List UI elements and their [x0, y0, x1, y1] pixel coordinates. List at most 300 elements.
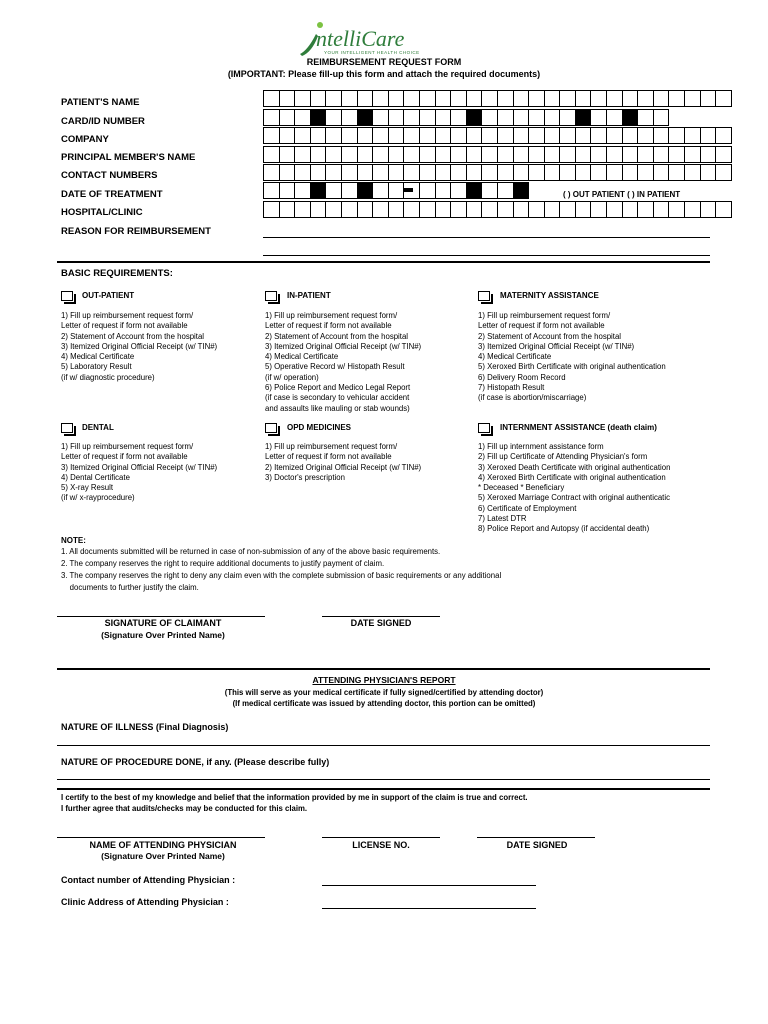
char-box[interactable] [357, 164, 373, 181]
reason-label: REASON FOR REIMBURSEMENT [61, 226, 211, 237]
char-box[interactable] [715, 146, 732, 163]
requirement-item: 2) Itemized Original Official Receipt (w/ TIN#) [265, 462, 422, 472]
char-box[interactable] [450, 127, 466, 144]
char-box[interactable] [653, 109, 670, 126]
char-box[interactable] [294, 90, 310, 107]
claimant-signature-line[interactable] [57, 616, 265, 617]
char-box[interactable] [341, 146, 357, 163]
reason-line-1[interactable] [263, 237, 710, 238]
char-box[interactable] [606, 146, 622, 163]
char-box [513, 182, 530, 199]
char-box[interactable] [341, 127, 357, 144]
card-id-boxes[interactable] [263, 109, 669, 125]
char-box[interactable] [700, 201, 716, 218]
char-box[interactable] [403, 90, 419, 107]
char-box[interactable] [279, 109, 295, 126]
char-box[interactable] [294, 201, 310, 218]
hospital-clinic-label: HOSPITAL/CLINIC [61, 207, 143, 218]
char-box[interactable] [700, 127, 716, 144]
char-box[interactable] [668, 164, 684, 181]
char-box[interactable] [684, 201, 700, 218]
requirement-item: 3) Itemized Original Official Receipt (w/ TIN#) [478, 341, 635, 351]
requirement-item: 1) Fill up internment assistance form [478, 442, 604, 451]
requirement-item: Letter of request if form not available [265, 452, 392, 462]
char-box[interactable] [341, 201, 357, 218]
char-box [357, 182, 373, 199]
logo-wordmark: ntelliCare [316, 26, 405, 51]
char-box[interactable] [263, 127, 279, 144]
char-box[interactable] [575, 146, 591, 163]
char-box[interactable] [372, 164, 388, 181]
char-box[interactable] [450, 201, 466, 218]
company-boxes[interactable] [263, 127, 732, 143]
char-box[interactable] [263, 201, 279, 218]
char-box[interactable] [466, 90, 482, 107]
char-box[interactable] [435, 164, 451, 181]
char-box[interactable] [481, 164, 497, 181]
char-box[interactable] [435, 182, 451, 199]
char-box[interactable] [497, 201, 513, 218]
char-box[interactable] [435, 201, 451, 218]
requirement-item: 5) X-ray Result [61, 483, 113, 493]
char-box[interactable] [372, 201, 388, 218]
requirement-item: 1) Fill up reimbursement request form/ [265, 442, 398, 451]
requirement-item: 1) Fill up reimbursement request form/ [61, 311, 194, 320]
physician-report-sub1: (This will serve as your medical certificate if fully signed/certified by attending doctor) [224, 688, 544, 697]
requirement-item: (if w/ diagnostic procedure) [61, 372, 155, 382]
char-box[interactable] [357, 127, 373, 144]
char-box[interactable] [513, 201, 529, 218]
section-divider [57, 261, 710, 263]
char-box[interactable] [497, 182, 513, 199]
char-box[interactable] [310, 90, 326, 107]
certify-line-2: I further agree that audits/checks may be conducted for this claim. [61, 804, 308, 813]
char-box[interactable] [403, 127, 419, 144]
char-box[interactable] [481, 127, 497, 144]
physician-divider [57, 668, 710, 670]
patient-name-boxes[interactable] [263, 90, 732, 106]
char-box[interactable] [325, 109, 341, 126]
char-box[interactable] [450, 109, 466, 126]
char-box[interactable] [606, 90, 622, 107]
requirement-item: 5) Xeroxed Birth Certificate with original authentication [478, 362, 666, 372]
illness-line[interactable] [57, 745, 710, 746]
char-box[interactable] [544, 90, 560, 107]
char-box[interactable] [715, 90, 732, 107]
char-box[interactable] [466, 146, 482, 163]
maternity-checkbox-icon[interactable] [478, 291, 490, 301]
out-patient-checkbox-icon[interactable] [61, 291, 73, 301]
physician-name-sub: (Signature Over Printed Name) [101, 851, 225, 861]
char-box [466, 182, 482, 199]
char-box[interactable] [294, 164, 310, 181]
char-box[interactable] [341, 164, 357, 181]
principal-member-label: PRINCIPAL MEMBER'S NAME [61, 152, 196, 163]
char-box[interactable] [497, 90, 513, 107]
procedure-line[interactable] [57, 779, 710, 780]
requirement-item: (if case is abortion/miscarriage) [478, 393, 587, 403]
char-box[interactable] [419, 164, 435, 181]
char-box[interactable] [279, 164, 295, 181]
requirement-item: (if w/ operation) [265, 372, 319, 382]
requirement-item: 2) Statement of Account from the hospital [61, 331, 205, 341]
char-box[interactable] [357, 201, 373, 218]
license-no-label: LICENSE NO. [352, 840, 410, 850]
char-box[interactable] [279, 201, 295, 218]
requirement-item: Letter of request if form not available [61, 452, 188, 462]
note-line: 2. The company reserves the right to require additional documents to justify payment of claim. [61, 559, 385, 568]
char-box[interactable] [372, 182, 388, 199]
requirement-item: 4) Medical Certificate [61, 352, 135, 362]
char-box[interactable] [622, 164, 638, 181]
dental-checkbox-icon[interactable] [61, 423, 73, 433]
char-box[interactable] [497, 127, 513, 144]
char-box[interactable] [622, 127, 638, 144]
clinic-address-label: Clinic Address of Attending Physician : [61, 897, 229, 907]
char-box[interactable] [357, 146, 373, 163]
notes-list [61, 546, 501, 594]
char-box[interactable] [372, 127, 388, 144]
date-of-treatment-boxes[interactable] [263, 182, 529, 198]
char-box[interactable] [684, 146, 700, 163]
char-box[interactable] [590, 90, 606, 107]
char-box[interactable] [668, 90, 684, 107]
opd-requirements [265, 442, 421, 483]
char-box[interactable] [513, 146, 529, 163]
requirement-item: 6) Police Report and Medico Legal Report [265, 383, 411, 393]
char-box[interactable] [637, 146, 653, 163]
char-box[interactable] [372, 90, 388, 107]
char-box[interactable] [544, 127, 560, 144]
logo-tagline: YOUR INTELLIGENT HEALTH CHOICE [324, 50, 420, 55]
physician-contact-line[interactable] [322, 885, 536, 886]
maternity-title: MATERNITY ASSISTANCE [500, 291, 599, 300]
char-box[interactable] [310, 201, 326, 218]
char-box[interactable] [606, 164, 622, 181]
requirement-item: 1) Fill up reimbursement request form/ [265, 311, 398, 320]
char-box[interactable] [388, 109, 404, 126]
char-box[interactable] [715, 201, 732, 218]
requirement-item: 2) Statement of Account from the hospital [265, 331, 409, 341]
char-box[interactable] [684, 164, 700, 181]
char-box[interactable] [325, 182, 341, 199]
char-box[interactable] [497, 164, 513, 181]
char-box[interactable] [653, 127, 669, 144]
form-title: REIMBURSEMENT REQUEST FORM [306, 57, 462, 67]
char-box[interactable] [668, 201, 684, 218]
char-box[interactable] [559, 109, 575, 126]
char-box[interactable] [559, 164, 575, 181]
requirement-item: 2) Fill up Certificate of Attending Physician's form [478, 452, 648, 462]
out-patient-requirements [61, 311, 217, 383]
physician-date-signed-label: DATE SIGNED [506, 840, 568, 850]
char-box[interactable] [622, 90, 638, 107]
out-patient-title: OUT-PATIENT [82, 291, 135, 300]
requirement-item: 7) Histopath Result [478, 383, 545, 393]
char-box[interactable] [528, 90, 544, 107]
char-box[interactable] [450, 90, 466, 107]
char-box[interactable] [637, 201, 653, 218]
physician-name-label: NAME OF ATTENDING PHYSICIAN [89, 840, 237, 850]
dental-title: DENTAL [82, 423, 114, 432]
license-line[interactable] [322, 837, 440, 838]
char-box[interactable] [466, 164, 482, 181]
requirement-item: 3) Itemized Original Official Receipt (w/ TIN#) [61, 462, 218, 472]
char-box[interactable] [450, 164, 466, 181]
requirement-item: 4) Medical Certificate [478, 352, 552, 362]
char-box[interactable] [325, 90, 341, 107]
char-box[interactable] [263, 182, 279, 199]
char-box[interactable] [310, 164, 326, 181]
char-box[interactable] [341, 109, 357, 126]
physician-contact-label: Contact number of Attending Physician : [61, 875, 236, 885]
char-box[interactable] [513, 90, 529, 107]
char-box[interactable] [435, 109, 451, 126]
requirement-item: and assaults like mauling or stab wounds) [265, 403, 410, 413]
char-box[interactable] [325, 201, 341, 218]
char-box[interactable] [419, 109, 435, 126]
char-box[interactable] [435, 146, 451, 163]
char-box[interactable] [653, 146, 669, 163]
char-box[interactable] [466, 201, 482, 218]
char-box[interactable] [606, 109, 622, 126]
char-box[interactable] [622, 146, 638, 163]
char-box[interactable] [513, 127, 529, 144]
char-box[interactable] [559, 90, 575, 107]
requirement-item: 1) Fill up reimbursement request form/ [478, 311, 611, 320]
char-box[interactable] [590, 127, 606, 144]
char-box[interactable] [325, 164, 341, 181]
requirement-item: (if case is secondary to vehicular accident [265, 393, 410, 403]
char-box[interactable] [388, 146, 404, 163]
char-box[interactable] [653, 164, 669, 181]
requirement-item: 4) Dental Certificate [61, 472, 130, 482]
char-box[interactable] [637, 127, 653, 144]
char-box[interactable] [700, 164, 716, 181]
char-box[interactable] [372, 146, 388, 163]
char-box[interactable] [294, 109, 310, 126]
char-box[interactable] [263, 164, 279, 181]
card-id-label: CARD/ID NUMBER [61, 116, 145, 127]
char-box[interactable] [637, 109, 653, 126]
char-box[interactable] [419, 90, 435, 107]
nature-of-illness-label: NATURE OF ILLNESS (Final Diagnosis) [61, 722, 229, 732]
claimant-date-signed-label: DATE SIGNED [350, 618, 412, 628]
char-box[interactable] [481, 201, 497, 218]
char-box[interactable] [606, 127, 622, 144]
char-box[interactable] [481, 182, 497, 199]
char-box[interactable] [388, 90, 404, 107]
clinic-address-line[interactable] [322, 908, 536, 909]
requirement-item: * Deceased * Beneficiary [478, 483, 565, 493]
requirement-item: 2) Statement of Account from the hospital [478, 331, 622, 341]
char-box[interactable] [528, 164, 544, 181]
requirement-item: Letter of request if form not available [61, 321, 188, 331]
char-box[interactable] [419, 127, 435, 144]
char-box[interactable] [637, 164, 653, 181]
char-box[interactable] [497, 146, 513, 163]
char-box[interactable] [559, 127, 575, 144]
char-box[interactable] [481, 109, 497, 126]
char-box[interactable] [590, 201, 606, 218]
note-line: 1. All documents submitted will be returned in case of non-submission of any of the above basic requirements. [61, 547, 441, 556]
char-box[interactable] [575, 127, 591, 144]
char-box[interactable] [684, 90, 700, 107]
char-box[interactable] [637, 90, 653, 107]
reason-line-2[interactable] [263, 255, 710, 256]
char-box [622, 109, 638, 126]
char-box[interactable] [435, 127, 451, 144]
char-box[interactable] [700, 90, 716, 107]
char-box[interactable] [450, 146, 466, 163]
char-box[interactable] [590, 146, 606, 163]
physician-report-title: ATTENDING PHYSICIAN'S REPORT [312, 675, 456, 685]
requirement-item: 4) Xeroxed Birth Certificate with original authentication [478, 472, 666, 482]
char-box[interactable] [357, 90, 373, 107]
char-box[interactable] [450, 182, 466, 199]
char-box[interactable] [715, 164, 732, 181]
char-box[interactable] [653, 90, 669, 107]
char-box [466, 109, 482, 126]
char-box[interactable] [700, 146, 716, 163]
char-box[interactable] [575, 201, 591, 218]
requirement-item: 3) Itemized Original Official Receipt (w/ TIN#) [61, 341, 218, 351]
hospital-clinic-boxes[interactable] [263, 201, 732, 217]
dental-requirements [61, 442, 217, 504]
char-box[interactable] [388, 201, 404, 218]
char-box[interactable] [388, 182, 404, 199]
char-box[interactable] [263, 90, 279, 107]
char-box[interactable] [279, 146, 295, 163]
char-box[interactable] [544, 201, 560, 218]
char-box[interactable] [419, 182, 435, 199]
char-box[interactable] [403, 109, 419, 126]
char-box[interactable] [513, 164, 529, 181]
char-box[interactable] [403, 164, 419, 181]
certify-divider [57, 788, 710, 790]
requirement-item: Letter of request if form not available [265, 321, 392, 331]
char-box[interactable] [575, 90, 591, 107]
char-box[interactable] [310, 127, 326, 144]
requirement-item: 8) Police Report and Autopsy (if accidental death) [478, 524, 650, 534]
note-line: documents to further justify the claim. [61, 583, 199, 592]
char-box[interactable] [294, 127, 310, 144]
requirement-item: 3) Xeroxed Death Certificate with original authentication [478, 462, 671, 472]
signature-claimant-label: SIGNATURE OF CLAIMANT [104, 618, 222, 628]
char-box[interactable] [575, 164, 591, 181]
requirement-item: 6) Delivery Room Record [478, 372, 566, 382]
char-box[interactable] [325, 127, 341, 144]
char-box[interactable] [559, 146, 575, 163]
char-box [575, 109, 591, 126]
note-line: 3. The company reserves the right to deny any claim even with the complete submission of basic requirements or any additional [61, 571, 502, 580]
char-box[interactable] [294, 182, 310, 199]
char-box[interactable] [263, 146, 279, 163]
char-box[interactable] [715, 127, 732, 144]
requirement-item: 4) Medical Certificate [265, 352, 339, 362]
maternity-requirements [478, 311, 666, 404]
in-patient-checkbox-icon[interactable] [265, 291, 277, 301]
char-box[interactable] [294, 146, 310, 163]
opd-checkbox-icon[interactable] [265, 423, 277, 433]
char-box[interactable] [481, 146, 497, 163]
char-box[interactable] [606, 201, 622, 218]
char-box[interactable] [668, 127, 684, 144]
char-box[interactable] [497, 109, 513, 126]
requirement-item: 3) Doctor's prescription [265, 472, 345, 482]
char-box[interactable] [279, 90, 295, 107]
char-box[interactable] [388, 164, 404, 181]
char-box[interactable] [341, 90, 357, 107]
requirement-item: Letter of request if form not available [478, 321, 605, 331]
char-box[interactable] [279, 182, 295, 199]
char-box[interactable] [528, 109, 544, 126]
requirement-item: 5) Xeroxed Marriage Contract with original authenticatic [478, 493, 670, 503]
char-box[interactable] [528, 201, 544, 218]
form-subtitle: (IMPORTANT: Please fill-up this form and attach the required documents) [227, 69, 541, 79]
contact-numbers-boxes[interactable] [263, 164, 732, 180]
char-box[interactable] [590, 109, 606, 126]
char-box[interactable] [279, 127, 295, 144]
char-box[interactable] [528, 127, 544, 144]
char-box[interactable] [435, 90, 451, 107]
company-label: COMPANY [61, 134, 109, 145]
physician-date-line[interactable] [477, 837, 595, 838]
patient-type-option[interactable]: ( ) OUT PATIENT ( ) IN PATIENT [563, 190, 681, 199]
claimant-date-line[interactable] [322, 616, 440, 617]
char-box[interactable] [590, 164, 606, 181]
signature-claimant-sub: (Signature Over Printed Name) [101, 630, 225, 640]
requirement-item: 3) Itemized Original Official Receipt (w/ TIN#) [265, 341, 422, 351]
char-box[interactable] [403, 201, 419, 218]
internment-title: INTERNMENT ASSISTANCE (death claim) [500, 423, 657, 432]
internment-checkbox-icon[interactable] [478, 423, 490, 433]
intellicare-logo [298, 20, 428, 60]
date-of-treatment-label: DATE OF TREATMENT [61, 189, 163, 200]
patient-name-label: PATIENT'S NAME [61, 97, 140, 108]
char-box[interactable] [263, 109, 279, 126]
char-box[interactable] [403, 146, 419, 163]
requirement-item: 7) Latest DTR [478, 514, 527, 524]
char-box[interactable] [544, 109, 560, 126]
physician-report-sub2: (If medical certificate was issued by attending doctor, this portion can be omitted) [232, 699, 536, 708]
in-patient-title: IN-PATIENT [287, 291, 331, 300]
char-box[interactable] [481, 90, 497, 107]
contact-numbers-label: CONTACT NUMBERS [61, 170, 158, 181]
char-box[interactable] [544, 164, 560, 181]
char-box[interactable] [544, 146, 560, 163]
char-box[interactable] [310, 146, 326, 163]
char-box[interactable] [419, 201, 435, 218]
in-patient-requirements [265, 311, 421, 414]
char-box[interactable] [372, 109, 388, 126]
physician-signature-line[interactable] [57, 837, 265, 838]
char-box[interactable] [653, 201, 669, 218]
char-box[interactable] [622, 201, 638, 218]
char-box[interactable] [559, 201, 575, 218]
char-box[interactable] [684, 127, 700, 144]
char-box[interactable] [668, 146, 684, 163]
char-box [310, 109, 326, 126]
principal-member-boxes[interactable] [263, 146, 732, 162]
char-box[interactable] [513, 109, 529, 126]
char-box[interactable] [466, 127, 482, 144]
char-box[interactable] [325, 146, 341, 163]
char-box[interactable] [341, 182, 357, 199]
char-box[interactable] [388, 127, 404, 144]
char-box[interactable] [419, 146, 435, 163]
char-box[interactable] [528, 146, 544, 163]
